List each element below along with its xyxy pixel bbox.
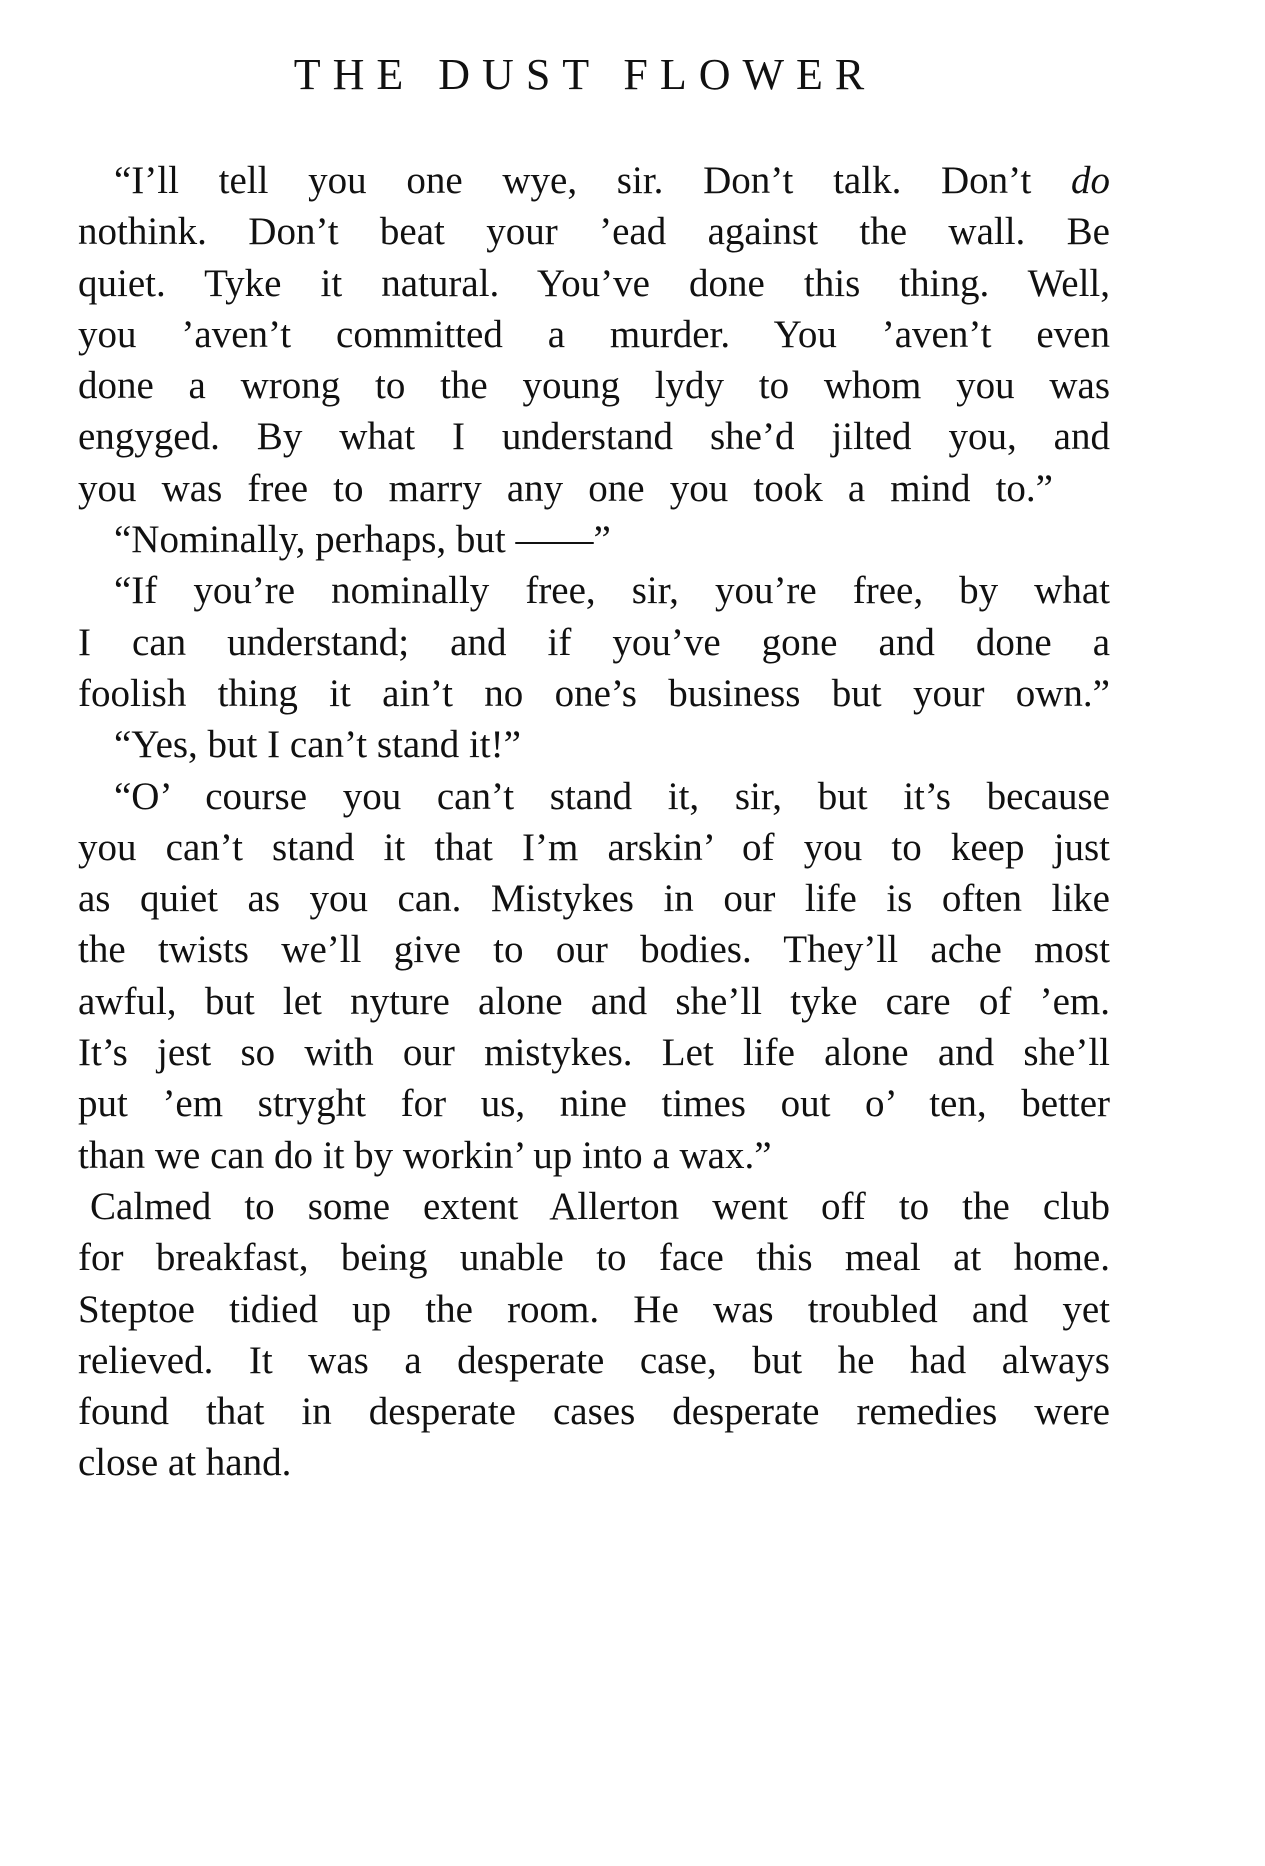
text-line: done a wrong to the young lydy to whom you was xyxy=(78,364,1110,408)
text-line: “Yes, but I can’t stand it!” xyxy=(114,723,521,767)
text-line: relieved. It was a desperate case, but he had always xyxy=(78,1338,1110,1382)
text-line: nothink. Don’t beat your ’ead against the wall. Be xyxy=(78,210,1110,254)
text-line: for breakfast, being unable to face this meal at home. xyxy=(78,1236,1110,1280)
running-title: THE DUST FLOWER xyxy=(293,50,877,99)
text-line: close at hand. xyxy=(78,1441,292,1485)
text-line-roman: “I’ll tell you one wye, sir. Don’t talk. Don’t xyxy=(114,159,1071,202)
text-line: than we can do it by workin’ up into a wax.” xyxy=(78,1133,772,1177)
text-line: “If you’re nominally free, sir, you’re free, by what xyxy=(114,569,1110,613)
text-line: you ’aven’t committed a murder. You ’aven’t even xyxy=(78,312,1110,356)
text-line: you can’t stand it that I’m arskin’ of you to keep just xyxy=(78,825,1110,869)
text-line: “O’ course you can’t stand it, sir, but it’s because xyxy=(114,774,1110,818)
text-line: put ’em stryght for us, nine times out o’ ten, better xyxy=(78,1082,1110,1126)
text-line: foolish thing it ain’t no one’s business but your own.” xyxy=(78,671,1110,715)
text-line: the twists we’ll give to our bodies. They’ll ache most xyxy=(78,928,1110,972)
text-line: It’s jest so with our mistykes. Let life alone and she’ll xyxy=(78,1031,1110,1075)
text-line: I can understand; and if you’ve gone and done a xyxy=(78,620,1110,664)
text-line: as quiet as you can. Mistykes in our life is often like xyxy=(78,877,1110,921)
text-line: awful, but let nyture alone and she’ll tyke care of ’em. xyxy=(78,979,1110,1023)
page-body-text xyxy=(78,155,1110,1489)
text-line: Calmed to some extent Allerton went off to the club xyxy=(90,1184,1110,1228)
text-line-italic: do xyxy=(1071,159,1110,202)
text-line: “Nominally, perhaps, but ——” xyxy=(114,518,611,562)
text-line: you was free to marry any one you took a mind to.” xyxy=(78,466,1053,510)
text-line: Steptoe tidied up the room. He was troubled and yet xyxy=(78,1287,1110,1331)
text-line: quiet. Tyke it natural. You’ve done this thing. Well, xyxy=(78,261,1110,305)
text-line xyxy=(78,155,1110,206)
text-line: found that in desperate cases desperate remedies were xyxy=(78,1390,1110,1434)
text-line: engyged. By what I understand she’d jilted you, and xyxy=(78,415,1110,459)
